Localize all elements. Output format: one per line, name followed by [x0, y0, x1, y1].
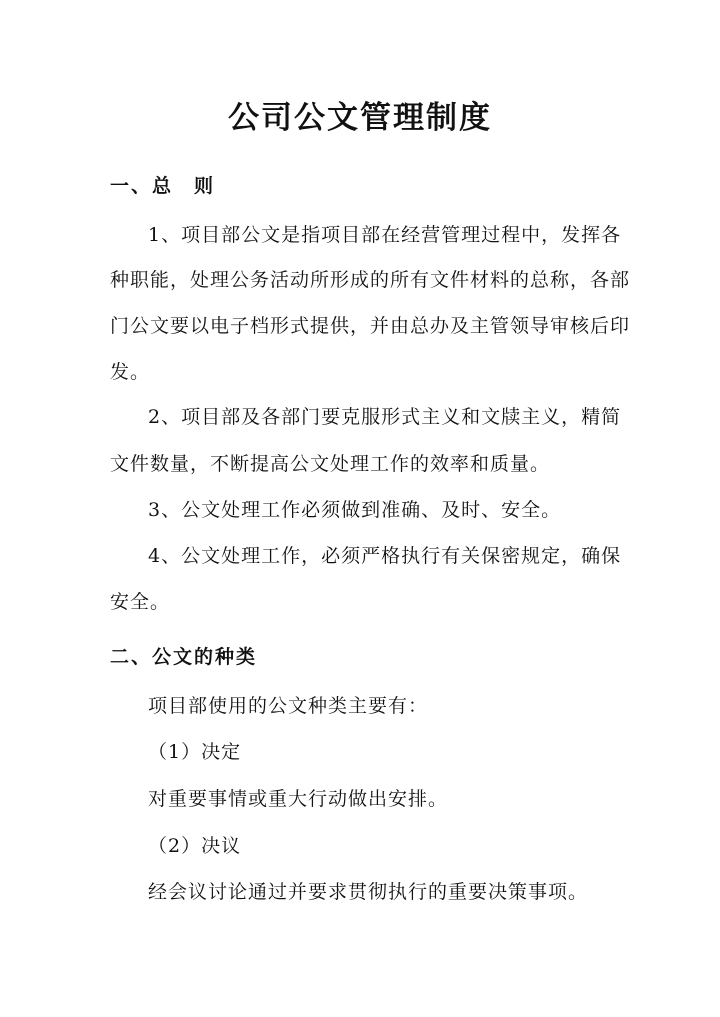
section-heading-types: 二、公文的种类 — [110, 646, 258, 668]
type-1-description: 对重要事情或重大行动做出安排。 — [148, 788, 449, 810]
paragraph-1-line-4: 发。 — [110, 361, 151, 383]
paragraph-2-line-2: 文件数量，不断提高公文处理工作的效率和质量。 — [110, 453, 551, 475]
paragraph-1-line-3: 门公文要以电子档形式提供，并由总办及主管领导审核后印 — [110, 315, 631, 337]
paragraph-1-line-2: 种职能，处理公务活动所形成的所有文件材料的总称，各部 — [110, 269, 631, 291]
paragraph-3-line-1: 3、公文处理工作必须做到准确、及时、安全。 — [148, 499, 562, 521]
types-intro: 项目部使用的公文种类主要有： — [148, 695, 429, 717]
paragraph-4-line-1: 4、公文处理工作，必须严格执行有关保密规定，确保 — [148, 545, 622, 567]
document-title: 公司公文管理制度 — [228, 100, 492, 136]
paragraph-1-line-1: 1、项目部公文是指项目部在经营管理过程中，发挥各 — [148, 224, 622, 246]
paragraph-2-line-1: 2、项目部及各部门要克服形式主义和文牍主义，精简 — [148, 406, 622, 428]
type-2-description: 经会议讨论通过并要求贯彻执行的重要决策事项。 — [148, 881, 589, 903]
paragraph-4-line-2: 安全。 — [110, 591, 171, 613]
type-2-title: （2）决议 — [148, 835, 242, 857]
section-heading-general: 一、总 则 — [110, 175, 216, 197]
type-1-title: （1）决定 — [148, 741, 242, 763]
